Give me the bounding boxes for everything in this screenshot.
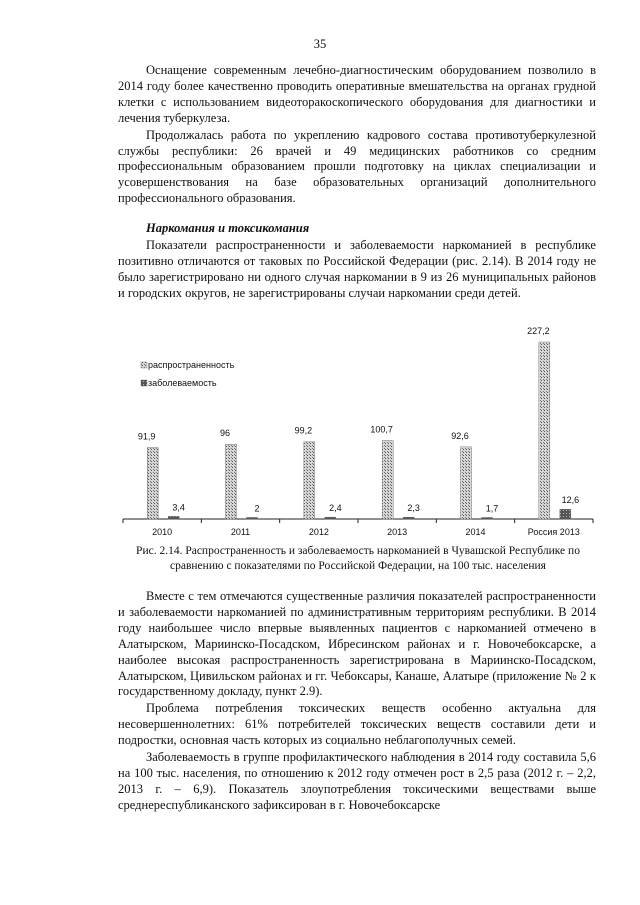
x-tick-label: 2010 bbox=[152, 527, 173, 537]
data-label-prevalence: 227,2 bbox=[527, 326, 550, 336]
data-label-prevalence: 100,7 bbox=[370, 424, 393, 435]
legend-swatch-prevalence bbox=[141, 362, 147, 368]
bar-prevalence bbox=[382, 441, 393, 519]
data-label-incidence: 12,6 bbox=[561, 495, 580, 506]
paragraph: Вместе с тем отмечаются существенные различия показателей распространенности и заболеваемости наркоманией по административным территориям республики. В 2014 году наибольшее число впервые выявленных пациентов с наркоманией отмечено в Алатырском, Мариинско-Посадском, Ибресинском районах и г. Новочебоксарске, а наиболее высокая распространенность зарегистрирована в Мариинско-Посадском, Алатырском, Цивильском районах и гг. Чебоксары, Канаше, Алатыре (приложение № 2 к государственному докладу, пункт 2.9). bbox=[118, 589, 596, 699]
bar-prevalence bbox=[226, 444, 237, 519]
legend-label-incidence: заболеваемость bbox=[148, 378, 217, 388]
data-label-incidence: 2,3 bbox=[407, 503, 420, 514]
data-label-incidence: 3,4 bbox=[172, 502, 185, 513]
bar-incidence bbox=[247, 517, 258, 519]
bar-prevalence bbox=[304, 442, 315, 519]
body-text-bottom bbox=[118, 589, 596, 814]
x-tick-label: 2013 bbox=[387, 527, 408, 537]
data-label-prevalence: 99,2 bbox=[294, 425, 313, 436]
section-drug-addiction bbox=[118, 221, 596, 302]
bar-incidence bbox=[482, 518, 493, 520]
data-label-incidence: 1,7 bbox=[485, 503, 499, 514]
data-label-prevalence: 96 bbox=[219, 428, 231, 439]
bar-incidence bbox=[168, 516, 179, 519]
bar-incidence bbox=[403, 517, 414, 519]
bar-prevalence bbox=[539, 342, 550, 519]
data-label-incidence: 2,4 bbox=[329, 503, 342, 514]
x-tick-label: 2011 bbox=[230, 527, 251, 537]
figure-caption: Рис. 2.14. Распространенность и заболеваемость наркоманией в Чувашской Республике по сравнению с показателями по Российской Федерации, на 100 тыс. населения bbox=[136, 545, 580, 572]
legend-swatch-incidence bbox=[141, 380, 147, 386]
x-tick-label: 2012 bbox=[308, 527, 329, 537]
bar-prevalence bbox=[461, 447, 472, 519]
paragraph: Заболеваемость в группе профилактического наблюдения в 2014 году составила 5,6 на 100 тыс. населения, по отношению к 2012 году отмечен рост в 2,5 раза (2012 г. – 2,2, 2013 г. – 6,9). Показатель злоупотребления токсическими веществами выше среднереспубликанского зафиксирован в г. Новочебоксарске bbox=[118, 750, 596, 812]
chart-canvas bbox=[118, 326, 598, 548]
paragraph: Показатели распространенности и заболеваемости наркоманией в республике позитивно отличаются от таковых по Российской Федерации (рис. 2.14). В 2014 году не было зарегистрировано ни одного случая наркомании в 9 из 26 муниципальных районов и городских округов, не зарегистрированы случаи наркомании среди детей. bbox=[118, 237, 596, 300]
data-label-prevalence: 92,6 bbox=[451, 430, 469, 441]
bar-incidence bbox=[560, 509, 571, 519]
paragraph: Оснащение современным лечебно-диагностическим оборудованием позволило в 2014 году более качественно проводить оперативные вмешательства на органах грудной клетки с использованием видеоторакоскопического оборудования для диагностики и лечения туберкулеза. bbox=[118, 63, 596, 125]
section-heading: Наркомания и токсикомания bbox=[146, 221, 310, 235]
bar-chart bbox=[118, 326, 598, 548]
x-tick-label: 2014 bbox=[465, 527, 486, 537]
bar-prevalence bbox=[147, 447, 158, 519]
page-number: 35 bbox=[313, 37, 327, 51]
bar-incidence bbox=[325, 517, 336, 519]
paragraph: Продолжалась работа по укреплению кадрового состава противотуберкулезной службы республики: 26 врачей и 49 медицинских работников со средним профессиональным образованием прошли подготовку на циклах специализации и усовершенствования на базе образовательных организаций дополнительного профессионального образования. bbox=[118, 127, 596, 206]
body-text-top bbox=[118, 63, 596, 207]
legend-label-prevalence: распространенность bbox=[148, 360, 235, 370]
x-tick-label: Россия 2013 bbox=[527, 527, 580, 537]
data-label-prevalence: 91,9 bbox=[137, 431, 156, 442]
paragraph: Проблема потребления токсических веществ особенно актуальна для несовершеннолетних: 61% потребителей токсических веществ составили дети и подростки, основная часть которых из социально неблагополучных семей. bbox=[118, 701, 596, 748]
data-label-incidence: 2 bbox=[254, 503, 260, 514]
